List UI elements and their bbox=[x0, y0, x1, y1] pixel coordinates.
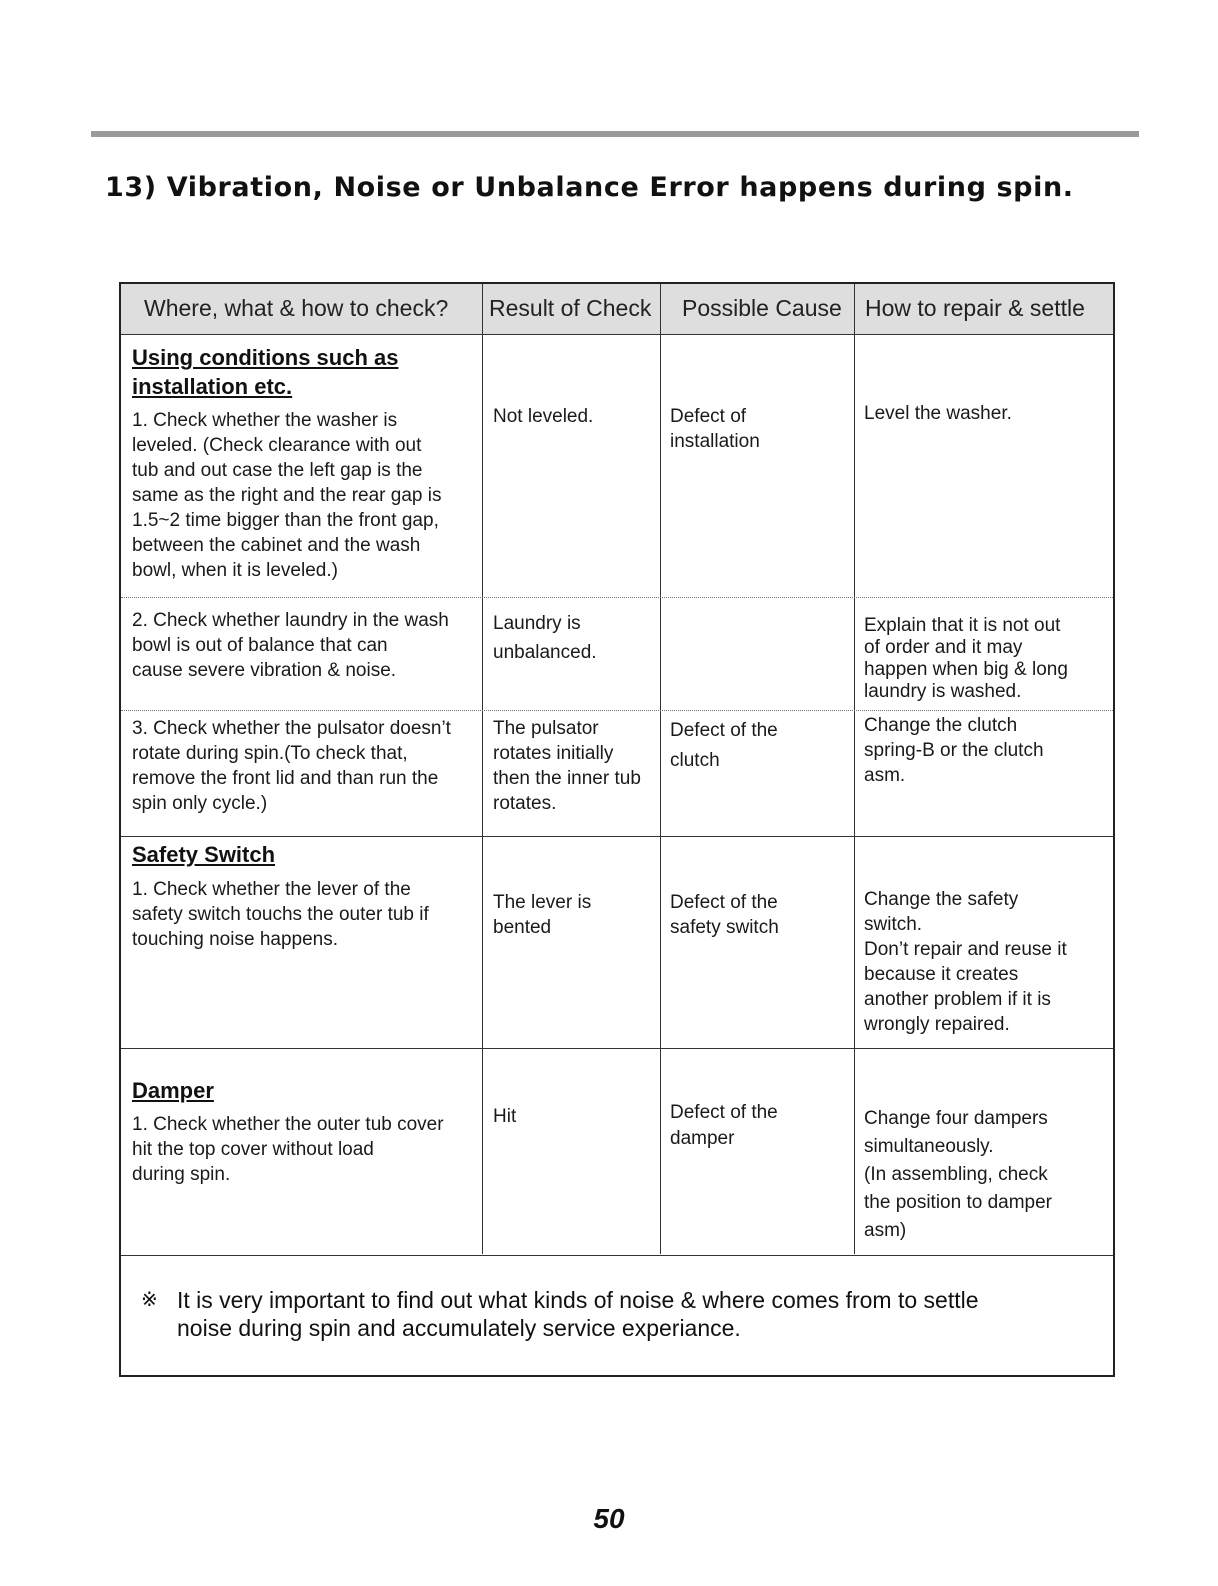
result-damper: Hit bbox=[493, 1106, 517, 1127]
section-divider bbox=[121, 1048, 1113, 1049]
cause-pulsator: Defect of the clutch bbox=[670, 720, 778, 771]
header-cause: Possible Cause bbox=[682, 295, 842, 321]
page-number: 50 bbox=[593, 1503, 625, 1534]
column-divider bbox=[482, 284, 483, 1254]
troubleshooting-table bbox=[119, 282, 1115, 1377]
repair-safety-lever: Change the safety switch. Don’t repair and reuse it because it creates another problem if it is wrongly repaired. bbox=[864, 889, 1067, 1035]
repair-damper: Change four dampers simultaneously. (In assembling, check the position to damper asm) bbox=[864, 1108, 1053, 1241]
column-divider bbox=[854, 284, 855, 1254]
repair-leveled: Level the washer. bbox=[864, 403, 1012, 424]
row-divider bbox=[121, 710, 1113, 711]
cause-leveled: Defect of installation bbox=[670, 406, 760, 452]
result-pulsator: The pulsator rotates initially then the inner tub rotates. bbox=[493, 718, 641, 814]
header-result: Result of Check bbox=[489, 295, 652, 321]
check-safety-lever: 1. Check whether the lever of the safety switch touchs the outer tub if touching noise happens. bbox=[132, 879, 429, 950]
footnote-text: It is very important to find out what kinds of noise & where comes from to settle noise during spin and accumulately service experiance. bbox=[177, 1287, 979, 1341]
cause-damper: Defect of the damper bbox=[670, 1102, 778, 1149]
repair-laundry-balance: Explain that it is not out of order and it may happen when big & long laundry is washed. bbox=[864, 615, 1068, 702]
reference-mark-icon: ※ bbox=[141, 1289, 158, 1311]
check-leveled: 1. Check whether the washer is leveled. (Check clearance with out tub and out case the left gap is the same as the right and the rear gap is 1.5~2 time bigger than the front gap, between the cabinet and the wash bowl, when it is leveled.) bbox=[132, 410, 442, 581]
page-title: 13) Vibration, Noise or Unbalance Error happens during spin. bbox=[105, 172, 1074, 203]
section-heading-installation: Using conditions such as installation etc. bbox=[132, 345, 399, 399]
top-rule bbox=[91, 131, 1139, 137]
result-leveled: Not leveled. bbox=[493, 406, 594, 427]
section-heading-damper: Damper bbox=[132, 1078, 214, 1103]
header-repair: How to repair & settle bbox=[865, 295, 1085, 321]
section-heading-safety-switch: Safety Switch bbox=[132, 842, 276, 867]
cause-safety-lever: Defect of the safety switch bbox=[670, 892, 779, 938]
section-divider bbox=[121, 1255, 1113, 1256]
repair-pulsator: Change the clutch spring-B or the clutch asm. bbox=[864, 715, 1044, 786]
check-pulsator: 3. Check whether the pulsator doesn’t rotate during spin.(To check that, remove the front lid and than run the spin only cycle.) bbox=[132, 718, 451, 814]
column-divider bbox=[660, 284, 661, 1254]
check-damper: 1. Check whether the outer tub cover hit the top cover without load during spin. bbox=[132, 1114, 444, 1185]
row-divider bbox=[121, 597, 1113, 598]
result-safety-lever: The lever is bented bbox=[493, 892, 592, 938]
header-where: Where, what & how to check? bbox=[144, 295, 449, 321]
check-laundry-balance: 2. Check whether laundry in the wash bowl is out of balance that can cause severe vibration & noise. bbox=[132, 610, 449, 681]
result-laundry-balance: Laundry is unbalanced. bbox=[493, 613, 597, 663]
section-divider bbox=[121, 836, 1113, 837]
